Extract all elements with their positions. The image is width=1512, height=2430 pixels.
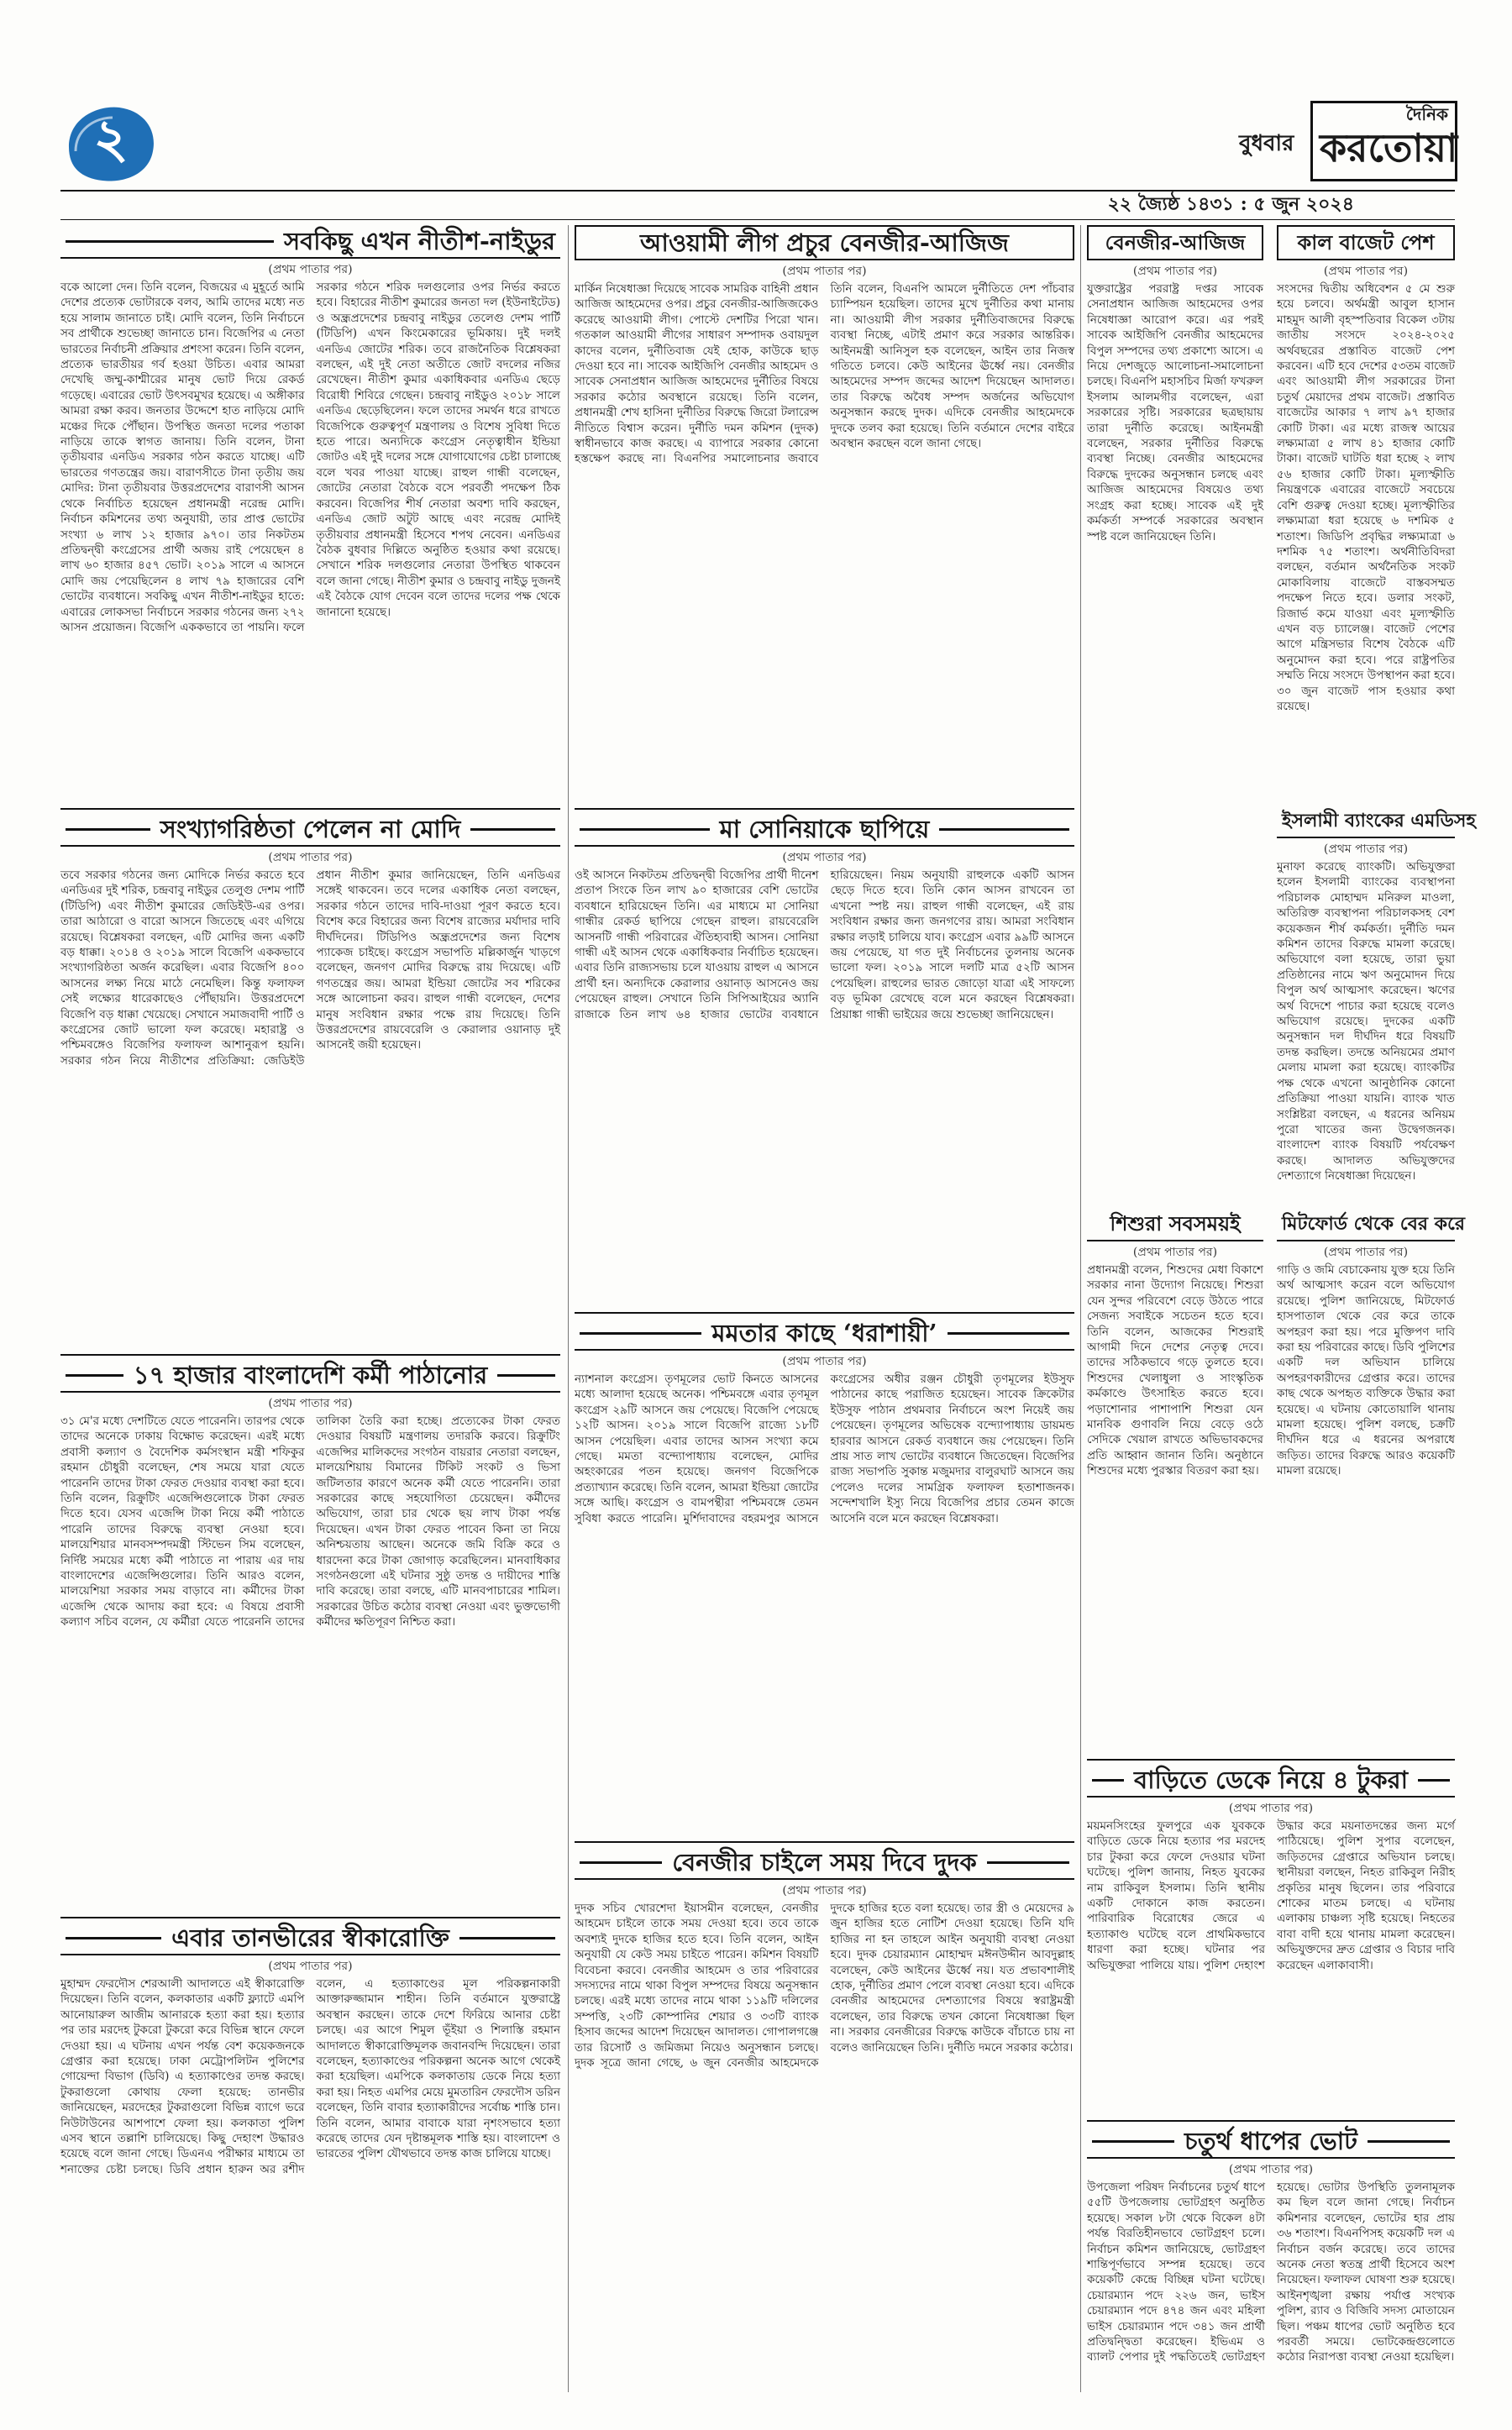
headline-text: ইসলামী ব্যাংকের এমডিসহ <box>1282 810 1476 832</box>
headline <box>575 813 1074 847</box>
section-rule <box>60 808 560 810</box>
headline <box>1277 805 1476 838</box>
article-mamata <box>575 1317 1074 1838</box>
continued-label: (প্রথম পাতার পর) <box>1132 265 1218 278</box>
continued-label: (প্রথম পাতার পর) <box>268 1397 353 1410</box>
weekday: বুধবার <box>1239 131 1294 156</box>
article-tanvir <box>60 1922 560 2392</box>
headline-text: ১৭ হাজার বাংলাদেশি কর্মী পাঠানোর <box>133 1361 488 1389</box>
brand-logo <box>1310 101 1457 181</box>
headline <box>60 813 560 847</box>
headline-text: মিটফোর্ড থেকে বের করে <box>1282 1213 1465 1235</box>
headline-text: চতুর্থ ধাপের ভোট <box>1184 2127 1357 2155</box>
continued-label: (প্রথম পাতার পর) <box>782 1884 867 1897</box>
article-modi <box>60 813 560 1351</box>
section-rule <box>575 1841 1074 1843</box>
page-content <box>60 225 1476 2392</box>
article-budget <box>1277 225 1455 796</box>
article-benazir <box>1087 225 1263 1199</box>
brand-top: দৈনিক <box>1405 104 1448 124</box>
continued-label: (প্রথম পাতার পর) <box>268 1960 353 1973</box>
headline <box>575 225 1074 260</box>
article-workers <box>60 1359 560 1913</box>
headline-text: এবার তানভীরের স্বীকারোক্তি <box>171 1924 449 1952</box>
article-body: তবে সরকার গঠনের জন্য মোদিকে নির্ভর করতে হবে এনডিএর দুই শরিক, চন্দ্রবাবু নাইডুর তেলুগু দেশম পার্টি (টিডিপি) এবং নীতীশ কুমারের জেডিইউ-এর ওপর। তারা আঠারো ও বারো আসনে জিতেছে এবং এগিয়ে রয়েছে। বিশ্লেষকরা বলছেন, এটি মোদির জন্য একটি বড় ধাক্কা। ২০১৪ ও ২০১৯ সালে বিজেপি এককভাবে সংখ্যাগরিষ্ঠতা অর্জন করেছিল। এবার বিজেপি ৪০০ আসনের লক্ষ্য নিয়ে মাঠে নেমেছিল। কিন্তু ফলাফল সেই লক্ষ্যের ধারেকাছেও পৌঁছায়নি। উত্তরপ্রদেশে বিজেপি বড় ধাক্কা খেয়েছে। সেখানে সমাজবাদী পার্টি ও কংগ্রেসের জোট ভালো ফল করেছে। মহারাষ্ট্র ও পশ্চিমবঙ্গেও বিজেপির ফলাফল আশানুরূপ হয়নি। সরকার গঠন নিয়ে নীতীশের প্রতিক্রিয়া: জেডিইউ প্রধান নীতীশ কুমার জানিয়েছেন, তিনি এনডিএর সঙ্গেই থাকবেন। তবে দলের একাধিক নেতা বলছেন, সরকার গঠনে তাদের দাবি-দাওয়া পূরণ করতে হবে। বিশেষ করে বিহারের জন্য বিশেষ রাজ্যের মর্যাদার দাবি দীর্ঘদিনের। টিডিপিও অন্ধ্রপ্রদেশের জন্য বিশেষ প্যাকেজ চাইছে। কংগ্রেস সভাপতি মল্লিকার্জুন খাড়গে বলেছেন, জনগণ মোদির বিরুদ্ধে রায় দিয়েছে। এটি গণতন্ত্রের জয়। আমরা ইন্ডিয়া জোটের সব শরিকের সঙ্গে আলোচনা করব। রাহুল গান্ধী বলেছেন, দেশের মানুষ সংবিধান রক্ষার পক্ষে রায় দিয়েছে। তিনি উত্তরপ্রদেশের রায়বেরেলি ও কেরালার ওয়ানাড় দুই আসনেই জয়ী হয়েছেন। <box>60 869 560 1068</box>
continued-label: (প্রথম পাতার পর) <box>1228 2163 1314 2176</box>
article-body: ময়মনসিংহের ফুলপুরে এক যুবককে বাড়িতে ডেকে নিয়ে হত্যার পর মরদেহ চার টুকরা করে ফেলে দেওয়ার ঘটনা ঘটেছে। পুলিশ জানায়, নিহত যুবকের নাম রাকিবুল ইসলাম। তিনি স্থানীয় একটি দোকানে কাজ করতেন। পারিবারিক বিরোধের জেরে এ হত্যাকাণ্ড ঘটেছে বলে প্রাথমিকভাবে ধারণা করা হচ্ছে। ঘটনার পর অভিযুক্তরা পালিয়ে যায়। পুলিশ দেহাংশ উদ্ধার করে ময়নাতদন্তের জন্য মর্গে পাঠিয়েছে। পুলিশ সুপার বলেছেন, জড়িতদের গ্রেপ্তারে অভিযান চলছে। স্থানীয়রা বলছেন, নিহত রাকিবুল নিরীহ প্রকৃতির মানুষ ছিলেন। তার পরিবারে শোকের মাতম চলছে। এ ঘটনায় এলাকায় চাঞ্চল্য সৃষ্টি হয়েছে। নিহতের বাবা বাদী হয়ে থানায় মামলা করেছেন। অভিযুক্তদের দ্রুত গ্রেপ্তার ও বিচার দাবি করেছেন এলাকাবাসী। <box>1087 1819 1455 1972</box>
article-body: ৩১ মে'র মধ্যে দেশটিতে যেতে পারেননি। তারপর থেকে তাদের অনেকে ঢাকায় বিক্ষোভ করেছেন। এরই মধ্যে প্রবাসী কল্যাণ ও বৈদেশিক কর্মসংস্থান মন্ত্রী শফিকুর রহমান চৌধুরী বলেছেন, শেষ সময়ে যারা যেতে পারেননি তাদের টাকা ফেরত দেওয়ার ব্যবস্থা করা হবে। তিনি বলেন, রিক্রুটিং এজেন্সিগুলোকে টাকা ফেরত দিতে হবে। যেসব এজেন্সি টাকা নিয়ে কর্মী পাঠাতে পারেনি তাদের বিরুদ্ধে ব্যবস্থা নেওয়া হবে। মালয়েশিয়ার মানবসম্পদমন্ত্রী স্টিভেন সিম বলেছেন, নির্দিষ্ট সময়ের মধ্যে কর্মী পাঠাতে না পারায় এর দায় বাংলাদেশের এজেন্সিগুলোর। তিনি আরও বলেন, মালয়েশিয়া সরকার সময় বাড়াবে না। কর্মীদের টাকা এজেন্সি থেকে আদায় করা হবে: এ বিষয়ে প্রবাসী কল্যাণ সচিব বলেন, যে কর্মীরা যেতে পারেননি তাদের তালিকা তৈরি করা হচ্ছে। প্রত্যেকের টাকা ফেরত দেওয়ার বিষয়টি মন্ত্রণালয় তদারকি করবে। রিক্রুটিং এজেন্সির মালিকদের সংগঠন বায়রার নেতারা বলছেন, মালয়েশিয়ায় বিমানের টিকিট সংকট ও ভিসা জটিলতার কারণে অনেক কর্মী যেতে পারেননি। তারা সরকারের কাছে সহযোগিতা চেয়েছেন। কর্মীদের অভিযোগ, তারা চার থেকে ছয় লাখ টাকা পর্যন্ত দিয়েছেন। এখন টাকা ফেরত পাবেন কিনা তা নিয়ে অনিশ্চয়তায় আছেন। অনেকে জমি বিক্রি করে ও ধারদেনা করে টাকা জোগাড় করেছিলেন। মানবাধিকার সংগঠনগুলো এই ঘটনার সুষ্ঠু তদন্ত ও দায়ীদের শাস্তি দাবি করেছে। তারা বলছে, এটি মানবপাচারের শামিল। সরকারের উচিত কঠোর ব্যবস্থা নেওয়া এবং ভুক্তভোগী কর্মীদের ক্ষতিপূরণ নিশ্চিত করা। <box>60 1414 560 1630</box>
headline-text: আওয়ামী লীগ প্রচুর বেনজীর-আজিজ <box>640 228 1009 257</box>
article-awami <box>575 225 1074 805</box>
section-rule <box>60 1354 560 1356</box>
headline-text: বেনজীর-আজিজ <box>1105 230 1246 255</box>
article-body: মার্কিন নিষেধাজ্ঞা দিয়েছে সাবেক সামরিক বাহিনী প্রধান আজিজ আহমেদের ওপর। প্রচুর বেনজীর-আজিজকেও করেছে আওয়ামী লীগ। পোস্টে দেশটির পিরো খান। গতকাল আওয়ামী লীগের সাধারণ সম্পাদক ওবায়দুল কাদের বলেন, দুর্নীতিবাজ যেই হোক, কাউকে ছাড় দেওয়া হবে না। সাবেক আইজিপি বেনজীর আহমেদ ও সাবেক সেনাপ্রধান আজিজ আহমেদের দুর্নীতির বিষয়ে সরকার কঠোর অবস্থানে রয়েছে। তিনি বলেন, প্রধানমন্ত্রী শেখ হাসিনা দুর্নীতির বিরুদ্ধে জিরো টলারেন্স নীতিতে বিশ্বাস করেন। দুর্নীতি দমন কমিশন (দুদক) স্বাধীনভাবে কাজ করছে। এ ব্যাপারে সরকার কোনো হস্তক্ষেপ করছে না। বিএনপির সমালোচনার জবাবে তিনি বলেন, বিএনপি আমলে দুর্নীতিতে দেশ পাঁচবার চ্যাম্পিয়ন হয়েছিল। তাদের মুখে দুর্নীতির কথা মানায় না। আওয়ামী লীগ সরকার দুর্নীতিবাজদের বিরুদ্ধে ব্যবস্থা নিচ্ছে, এটাই প্রমাণ করে সরকার আন্তরিক। আইনমন্ত্রী আনিসুল হক বলেছেন, আইন তার নিজস্ব গতিতে চলবে। কেউ আইনের ঊর্ধ্বে নয়। বেনজীর আহমেদের সম্পদ জব্দের আদেশ দিয়েছেন আদালত। তার বিরুদ্ধে অবৈধ সম্পদ অর্জনের অভিযোগ অনুসন্ধান করছে দুদক। এদিকে বেনজীর আহমেদকে দুদকে তলব করা হয়েছে। তিনি বর্তমানে দেশের বাইরে অবস্থান করছেন বলে জানা গেছে। <box>575 282 1074 466</box>
section-rule <box>1087 2120 1455 2122</box>
headline <box>1087 225 1263 260</box>
headline-text: মা সোনিয়াকে ছাপিয়ে <box>719 815 930 843</box>
article-body: গাড়ি ও জমি বেচাকেনায় যুক্ত হয়ে তিনি অর্থ আত্মসাৎ করেন বলে অভিযোগ রয়েছে। পুলিশ জানিয়েছে, মিটফোর্ড হাসপাতাল থেকে বের করে তাকে অপহরণ করা হয়। পরে মুক্তিপণ দাবি করা হয় পরিবারের কাছে। ডিবি পুলিশের একটি দল অভিযান চালিয়ে অপহরণকারীদের গ্রেপ্তার করে। তাদের কাছ থেকে অপহৃত ব্যক্তিকে উদ্ধার করা হয়েছে। এ ঘটনায় কোতোয়ালি থানায় মামলা হয়েছে। পুলিশ বলছে, চক্রটি দীর্ঘদিন ধরে এ ধরনের অপরাধে জড়িত। তাদের বিরুদ্ধে আরও কয়েকটি মামলা রয়েছে। <box>1277 1263 1455 1478</box>
continued-label: (প্রথম পাতার পর) <box>268 263 353 276</box>
column-divider <box>1080 225 1081 2392</box>
article-sonia <box>575 813 1074 1309</box>
headline <box>1277 1208 1465 1241</box>
article-body: প্রধানমন্ত্রী বলেন, শিশুদের মেধা বিকাশে সরকার নানা উদ্যোগ নিয়েছে। শিশুরা যেন সুন্দর পরিবেশে বেড়ে উঠতে পারে সেজন্য সবাইকে সচেতন হতে হবে। তিনি বলেন, আজকের শিশুরাই আগামী দিনে দেশের নেতৃত্ব দেবে। তাদের সঠিকভাবে গড়ে তুলতে হবে। শিশুদের খেলাধুলা ও সাংস্কৃতিক কর্মকাণ্ডে উৎসাহিত করতে হবে। পড়াশোনার পাশাপাশি শিশুরা যেন মানবিক গুণাবলি নিয়ে বেড়ে ওঠে সেদিকে খেয়াল রাখতে অভিভাবকদের প্রতি আহ্বান জানান তিনি। অনুষ্ঠানে শিশুদের মধ্যে পুরস্কার বিতরণ করা হয়। <box>1087 1263 1263 1478</box>
article-body: ন্যাশনাল কংগ্রেস। তৃণমূলের ভোট কিনতে আসনের মধ্যে আলাদা হয়েছে অনেক। পশ্চিমবঙ্গে এবার তৃণমূল কংগ্রেস ২৯টি আসনে জয় পেয়েছে। বিজেপি পেয়েছে ১২টি আসন। ২০১৯ সালে বিজেপি রাজ্যে ১৮টি আসন পেয়েছিল। এবার তাদের আসন সংখ্যা কমে গেছে। মমতা বন্দ্যোপাধ্যায় বলেছেন, মোদির অহংকারের পতন হয়েছে। জনগণ বিজেপিকে প্রত্যাখ্যান করেছে। তিনি বলেন, আমরা ইন্ডিয়া জোটের সঙ্গে আছি। কংগ্রেস ও বামপন্থীরা পশ্চিমবঙ্গে তেমন সুবিধা করতে পারেনি। মুর্শিদাবাদের বহরমপুর আসনে কংগ্রেসের অধীর রঞ্জন চৌধুরী তৃণমূলের ইউসুফ পাঠানের কাছে পরাজিত হয়েছেন। সাবেক ক্রিকেটার ইউসুফ পাঠান প্রথমবার নির্বাচনে অংশ নিয়েই জয় পেয়েছেন। তৃণমূলের অভিষেক বন্দ্যোপাধ্যায় ডায়মন্ড হারবার আসনে রেকর্ড ব্যবধানে জয় পেয়েছেন। তিনি প্রায় সাত লাখ ভোটের ব্যবধানে জিতেছেন। বিজেপির রাজ্য সভাপতি সুকান্ত মজুমদার বালুরঘাট আসনে জয় পেলেও দলের সামগ্রিক ফলাফল হতাশাজনক। সন্দেশখালি ইস্যু নিয়ে বিজেপির প্রচার তেমন কাজে আসেনি বলে মনে করছেন বিশ্লেষকরা। <box>575 1372 1074 1525</box>
section-rule <box>60 1917 560 1918</box>
headline-text: বেনজীর চাইলে সময় দিবে দুদক <box>672 1848 977 1876</box>
headline-text: শিশুরা সবসময়ই <box>1110 1211 1241 1236</box>
article-nitish <box>60 225 560 805</box>
article-body: দুদক সচিব খোরশেদা ইয়াসমীন বলেছেন, বেনজীর আহমেদ চাইলে তাকে সময় দেওয়া হবে। তবে তাকে অবশ্যই দুদকে হাজির হতে হবে। তিনি বলেন, আইন অনুযায়ী যে কেউ সময় চাইতে পারেন। কমিশন বিষয়টি বিবেচনা করবে। বেনজীর আহমেদ ও তার পরিবারের সদস্যদের নামে থাকা বিপুল সম্পদের বিষয়ে অনুসন্ধান চলছে। এরই মধ্যে তাদের নামে থাকা ১১৯টি দলিলের সম্পত্তি, ২৩টি কোম্পানির শেয়ার ও ৩৩টি ব্যাংক হিসাব জব্দের আদেশ দিয়েছেন আদালত। গোপালগঞ্জে তার রিসোর্ট ও জমিজমা নিয়েও অনুসন্ধান চলছে। দুদক সূত্রে জানা গেছে, ৬ জুন বেনজীর আহমেদকে দুদকে হাজির হতে বলা হয়েছে। তার স্ত্রী ও মেয়েদের ৯ জুন হাজির হতে নোটিশ দেওয়া হয়েছে। তিনি যদি হাজির না হন তাহলে আইন অনুযায়ী ব্যবস্থা নেওয়া হবে। দুদক চেয়ারম্যান মোহাম্মদ মঈনউদ্দীন আবদুল্লাহ বলেছেন, কেউ আইনের ঊর্ধ্বে নয়। যত প্রভাবশালীই হোক, দুর্নীতির প্রমাণ পেলে ব্যবস্থা নেওয়া হবে। এদিকে বেনজীর আহমেদের দেশত্যাগের বিষয়ে স্বরাষ্ট্রমন্ত্রী বলেছেন, তার বিরুদ্ধে তখন কোনো নিষেধাজ্ঞা ছিল না। সরকার বেনজীরের বিরুদ্ধে কাউকে বাঁচাতে চায় না বলেও জানিয়েছেন তিনি। দুর্নীতি দমনে সরকার কঠোর। <box>575 1902 1074 2070</box>
continued-label: (প্রথম পাতার পর) <box>1228 1802 1314 1815</box>
article-duduk <box>575 1846 1074 2392</box>
article-body: উপজেলা পরিষদ নির্বাচনের চতুর্থ ধাপে ৫৫টি উপজেলায় ভোটগ্রহণ অনুষ্ঠিত হয়েছে। সকাল ৮টা থেকে বিকেল ৪টা পর্যন্ত বিরতিহীনভাবে ভোটগ্রহণ চলে। নির্বাচন কমিশন জানিয়েছে, ভোটগ্রহণ শান্তিপূর্ণভাবে সম্পন্ন হয়েছে। তবে কয়েকটি কেন্দ্রে বিচ্ছিন্ন ঘটনা ঘটেছে। চেয়ারম্যান পদে ২২৬ জন, ভাইস চেয়ারম্যান পদে ৪৭৪ জন এবং মহিলা ভাইস চেয়ারম্যান পদে ৩৪১ জন প্রার্থী প্রতিদ্বন্দ্বিতা করেছেন। ইভিএম ও ব্যালট পেপার দুই পদ্ধতিতেই ভোটগ্রহণ হয়েছে। ভোটার উপস্থিতি তুলনামূলক কম ছিল বলে জানা গেছে। নির্বাচন কমিশনার বলেছেন, ভোটের হার প্রায় ৩৬ শতাংশ। বিএনপিসহ কয়েকটি দল এ নির্বাচন বর্জন করেছে। তবে তাদের অনেক নেতা স্বতন্ত্র প্রার্থী হিসেবে অংশ নিয়েছেন। ফলাফল ঘোষণা শুরু হয়েছে। আইনশৃঙ্খলা রক্ষায় পর্যাপ্ত সংখ্যক পুলিশ, র‍্যাব ও বিজিবি সদস্য মোতায়েন ছিল। পঞ্চম ধাপের ভোট অনুষ্ঠিত হবে পরবর্তী সময়ে। ভোটকেন্দ্রগুলোতে কঠোর নিরাপত্তা ব্যবস্থা নেওয়া হয়েছিল। <box>1087 2181 1455 2364</box>
page-number-badge <box>60 101 161 185</box>
headline-text: কাল বাজেট পেশ <box>1297 230 1435 255</box>
section-rule <box>575 808 1074 810</box>
headline <box>1277 225 1455 260</box>
article-body: ওই আসনে নিকটতম প্রতিদ্বন্দ্বী বিজেপির প্রার্থী দীনেশ প্রতাপ সিংকে তিন লাখ ৯০ হাজারের বেশি ভোটের ব্যবধানে হারিয়েছেন তিনি। এর মাধ্যমে মা সোনিয়া গান্ধীর রেকর্ড ছাপিয়ে গেছেন রাহুল। রায়বেরেলি আসনটি গান্ধী পরিবারের ঐতিহ্যবাহী আসন। সোনিয়া গান্ধী এই আসন থেকে একাধিকবার নির্বাচিত হয়েছেন। এবার তিনি রাজ্যসভায় চলে যাওয়ায় রাহুল এ আসনে প্রার্থী হন। অন্যদিকে কেরালার ওয়ানাড় আসনেও জয় পেয়েছেন রাহুল। সেখানে তিনি সিপিআইয়ের অ্যানি রাজাকে তিন লাখ ৬৪ হাজার ভোটের ব্যবধানে হারিয়েছেন। নিয়ম অনুযায়ী রাহুলকে একটি আসন ছেড়ে দিতে হবে। তিনি কোন আসন রাখবেন তা এখনো স্পষ্ট নয়। রাহুল গান্ধী বলেছেন, এই রায় সংবিধান রক্ষার জন্য জনগণের রায়। আমরা সংবিধান রক্ষার লড়াই চালিয়ে যাব। কংগ্রেস এবার ৯৯টি আসনে জয় পেয়েছে, যা গত দুই নির্বাচনের তুলনায় অনেক ভালো ফল। ২০১৯ সালে দলটি মাত্র ৫২টি আসন পেয়েছিল। রাহুলের ভারত জোড়ো যাত্রা এই সাফল্যে বড় ভূমিকা রেখেছে বলে মনে করছেন বিশ্লেষকরা। প্রিয়াঙ্কা গান্ধী ভাইয়ের জয়ে শুভেচ্ছা জানিয়েছেন। <box>575 869 1074 1021</box>
continued-label: (প্রথম পাতার পর) <box>1323 1246 1409 1259</box>
headline <box>1087 1764 1455 1798</box>
continued-label: (প্রথম পাতার পর) <box>1323 265 1409 278</box>
article-body: বকে আলো দেন। তিনি বলেন, বিজয়ের এ মুহূর্তে আমি দেশের প্রত্যেক ভোটারকে বলব, আমি তাদের মধ্যে নত হয়ে সালাম জানাতে চাই। মোদি বলেন, তিনি নির্বাচনে সব প্রার্থীকে শুভেচ্ছা জানাতে চান। বিজেপির এ নেতা ভারতের নির্বাচনী প্রক্রিয়ার প্রশংসা করেন। তিনি বলেন, প্রত্যেক ভারতীয়র গর্ব হওয়া উচিত। এবার আমরা দেখেছি জম্মু-কাশ্মীরের মানুষ ভোট দিয়ে রেকর্ড গড়েছে। এবারের ভোট উৎসবমুখর হয়েছে। এ অঙ্গীকার আমরা রক্ষা করব। জনতার উদ্দেশে হাত নাড়িয়ে মোদি মঞ্চের দিকে পৌঁছান। উপস্থিত জনতা দলের পতাকা নাড়িয়ে তাকে স্বাগত জানায়। তিনি বলেন, টানা তৃতীয়বার এনডিএ সরকার গঠন করতে যাচ্ছে। এটি ভারতের গণতন্ত্রের জয়। বারাণসীতে টানা তৃতীয় জয় মোদির: টানা তৃতীয়বার উত্তরপ্রদেশের বারাণসী আসন থেকে নির্বাচিত হয়েছেন প্রধানমন্ত্রী নরেন্দ্র মোদি। নির্বাচন কমিশনের তথ্য অনুযায়ী, তার প্রাপ্ত ভোটের সংখ্যা ৬ লাখ ১২ হাজার ৯৭০। তার নিকটতম প্রতিদ্বন্দ্বী কংগ্রেসের প্রার্থী অজয় রাই পেয়েছেন ৪ লাখ ৬০ হাজার ৪৫৭ ভোট। ২০১৯ সালে এ আসনে মোদি জয় পেয়েছিলেন ৪ লাখ ৭৯ হাজারের বেশি ভোটের ব্যবধানে। সবকিছু এখন নীতীশ-নাইডুর হাতে: এবারের লোকসভা নির্বাচনে সরকার গঠনের জন্য ২৭২ আসন প্রয়োজন। বিজেপি এককভাবে তা পায়নি। ফলে সরকার গঠনে শরিক দলগুলোর ওপর নির্ভর করতে হবে। বিহারের নীতীশ কুমারের জনতা দল (ইউনাইটেড) ও অন্ধ্রপ্রদেশের চন্দ্রবাবু নাইডুর তেলেগু দেশম পার্টি (টিডিপি) এখন কিংমেকারের ভূমিকায়। দুই দলই এনডিএ জোটের শরিক। তবে রাজনৈতিক বিশ্লেষকরা বলছেন, এই দুই নেতা অতীতে জোট বদলের নজির রেখেছেন। নীতীশ কুমার একাধিকবার এনডিএ ছেড়ে বিরোধী শিবিরে গেছেন। চন্দ্রবাবু নাইডুও ২০১৮ সালে এনডিএ ছেড়েছিলেন। ফলে তাদের সমর্থন ধরে রাখতে বিজেপিকে গুরুত্বপূর্ণ মন্ত্রণালয় ও বিশেষ সুবিধা দিতে হতে পারে। অন্যদিকে কংগ্রেস নেতৃত্বাধীন ইন্ডিয়া জোটও এই দুই দলের সঙ্গে যোগাযোগের চেষ্টা চালাচ্ছে বলে খবর পাওয়া যাচ্ছে। রাহুল গান্ধী বলেছেন, জোটের নেতারা বৈঠকে বসে পরবর্তী পদক্ষেপ ঠিক করবেন। বিজেপির শীর্ষ নেতারা অবশ্য দাবি করছেন, এনডিএ জোট অটুট আছে এবং নরেন্দ্র মোদিই তৃতীয়বার প্রধানমন্ত্রী হিসেবে শপথ নেবেন। এনডিএর বৈঠক বুধবার দিল্লিতে অনুষ্ঠিত হওয়ার কথা রয়েছে। সেখানে শরিক দলগুলোর নেতারা উপস্থিত থাকবেন বলে জানা গেছে। নীতীশ কুমার ও চন্দ্রবাবু নাইডু দুজনই এই বৈঠকে যোগ দেবেন বলে তাদের দলের পক্ষ থেকে জানানো হয়েছে। <box>60 281 561 634</box>
headline <box>1087 1208 1263 1241</box>
issue-date: ২২ জ্যৈষ্ঠ ১৪৩১ : ৫ জুন ২০২৪ <box>1107 193 1354 215</box>
article-islami <box>1277 805 1476 1199</box>
section-rule <box>575 1312 1074 1314</box>
article-shishu <box>1087 1208 1263 1754</box>
continued-label: (প্রথম পাতার পর) <box>1323 842 1409 856</box>
article-mitford <box>1277 1208 1465 1510</box>
continued-label: (প্রথম পাতার পর) <box>782 265 867 278</box>
headline-text: সবকিছু এখন নীতীশ-নাইডুর <box>283 227 555 255</box>
headline <box>1087 2125 1455 2159</box>
headline <box>60 1359 560 1393</box>
headline <box>60 225 560 259</box>
continued-label: (প্রথম পাতার পর) <box>782 1355 867 1368</box>
page-number: ২ <box>93 108 129 171</box>
headline <box>575 1846 1074 1880</box>
article-vote <box>1087 2125 1455 2392</box>
headline-text: বাড়িতে ডেকে নিয়ে ৪ টুকরা <box>1134 1766 1409 1794</box>
headline <box>60 1922 560 1955</box>
date-bar <box>60 190 1455 220</box>
headline <box>575 1317 1074 1351</box>
article-badhti <box>1087 1764 1455 2117</box>
continued-label: (প্রথম পাতার পর) <box>1132 1246 1218 1259</box>
continued-label: (প্রথম পাতার পর) <box>782 851 867 864</box>
masthead <box>0 0 1512 215</box>
column-divider <box>568 225 569 2392</box>
article-body: মুহাম্মদ ফেরদৌস শেরআলী আদালতে এই স্বীকারোক্তি দিয়েছেন। তিনি বলেন, কলকাতার একটি ফ্ল্যাটে এমপি আনোয়ারুল আজীম আনারকে হত্যা করা হয়। হত্যার পর তার মরদেহ টুকরো টুকরো করে বিভিন্ন স্থানে ফেলে দেওয়া হয়। এ ঘটনায় এখন পর্যন্ত বেশ কয়েকজনকে গ্রেপ্তার করা হয়েছে। ঢাকা মেট্রোপলিটন পুলিশের গোয়েন্দা বিভাগ (ডিবি) এ হত্যাকাণ্ডের তদন্ত করছে। টুকরাগুলো কোথায় ফেলা হয়েছে: তানভীর জানিয়েছেন, মরদেহের টুকরাগুলো বিভিন্ন ব্যাগে ভরে নিউটাউনের আশপাশে ফেলা হয়। কলকাতা পুলিশ এসব স্থানে তল্লাশি চালিয়েছে। কিছু দেহাংশ উদ্ধারও হয়েছে বলে জানা গেছে। ডিএনএ পরীক্ষার মাধ্যমে তা শনাক্তের চেষ্টা চলছে। ডিবি প্রধান হারুন অর রশীদ বলেন, এ হত্যাকাণ্ডের মূল পরিকল্পনাকারী আক্তারুজ্জামান শাহীন। তিনি বর্তমানে যুক্তরাষ্ট্রে অবস্থান করছেন। তাকে দেশে ফিরিয়ে আনার চেষ্টা চলছে। এর আগে শিমুল ভূঁইয়া ও শিলাস্তি রহমান আদালতে স্বীকারোক্তিমূলক জবানবন্দি দিয়েছেন। তারা বলেছেন, হত্যাকাণ্ডের পরিকল্পনা অনেক আগে থেকেই করা হয়েছিল। এমপিকে কলকাতায় ডেকে নিয়ে হত্যা করা হয়। নিহত এমপির মেয়ে মুমতারিন ফেরদৌস ডরিন বলেছেন, তিনি বাবার হত্যাকারীদের সর্বোচ্চ শাস্তি চান। তিনি বলেন, আমার বাবাকে যারা নৃশংসভাবে হত্যা করেছে তাদের যেন দৃষ্টান্তমূলক শাস্তি হয়। বাংলাদেশ ও ভারতের পুলিশ যৌথভাবে তদন্ত কাজ চালিয়ে যাচ্ছে। <box>60 1977 560 2176</box>
brand-name: করতোয়া <box>1320 125 1458 171</box>
section-rule <box>1087 1759 1455 1761</box>
article-body: মুনাফা করেছে ব্যাংকটি। অভিযুক্তরা হলেন ইসলামী ব্যাংকের ব্যবস্থাপনা পরিচালক মোহাম্মদ মনিরুল মাওলা, অতিরিক্ত ব্যবস্থাপনা পরিচালকসহ বেশ কয়েকজন শীর্ষ কর্মকর্তা। দুর্নীতি দমন কমিশন তাদের বিরুদ্ধে মামলা করেছে। অভিযোগে বলা হয়েছে, তারা ভুয়া প্রতিষ্ঠানের নামে ঋণ অনুমোদন দিয়ে বিপুল অর্থ আত্মসাৎ করেছেন। ঋণের অর্থ বিদেশে পাচার করা হয়েছে বলেও অভিযোগ রয়েছে। দুদকের একটি অনুসন্ধান দল দীর্ঘদিন ধরে বিষয়টি তদন্ত করছিল। তদন্তে অনিয়মের প্রমাণ মেলায় মামলা করা হয়েছে। ব্যাংকটির পক্ষ থেকে এখনো আনুষ্ঠানিক কোনো প্রতিক্রিয়া পাওয়া যায়নি। ব্যাংক খাত সংশ্লিষ্টরা বলছেন, এ ধরনের অনিয়ম পুরো খাতের জন্য উদ্বেগজনক। বাংলাদেশ ব্যাংক বিষয়টি পর্যবেক্ষণ করছে। আদালত অভিযুক্তদের দেশত্যাগে নিষেধাজ্ঞা দিয়েছেন। <box>1277 860 1455 1184</box>
article-body: যুক্তরাষ্ট্রের পররাষ্ট্র দপ্তর সাবেক সেনাপ্রধান আজিজ আহমেদের ওপর নিষেধাজ্ঞা আরোপ করে। এর পরই সাবেক আইজিপি বেনজীর আহমেদের বিপুল সম্পদের তথ্য প্রকাশ্যে আসে। এ নিয়ে দেশজুড়ে আলোচনা-সমালোচনা চলছে। বিএনপি মহাসচিব মির্জা ফখরুল ইসলাম আলমগীর বলেছেন, এরা সরকারের সৃষ্টি। সরকারের ছত্রছায়ায় তারা দুর্নীতি করেছে। আইনমন্ত্রী বলেছেন, সরকার দুর্নীতির বিরুদ্ধে ব্যবস্থা নিচ্ছে। বেনজীর আহমেদের বিরুদ্ধে দুদকের অনুসন্ধান চলছে এবং আজিজ আহমেদের বিষয়েও তথ্য সংগ্রহ করা হচ্ছে। সাবেক এই দুই কর্মকর্তা সম্পর্কে সরকারের অবস্থান স্পষ্ট বলে জানিয়েছেন তিনি। <box>1087 282 1263 543</box>
headline-text: মমতার কাছে ‘ধরাশায়ী’ <box>711 1319 937 1347</box>
headline-text: সংখ্যাগরিষ্ঠতা পেলেন না মোদি <box>160 815 461 843</box>
continued-label: (প্রথম পাতার পর) <box>268 851 353 864</box>
article-body: সংসদের দ্বিতীয় অধিবেশন ৫ মে শুরু হয়ে চলবে। অর্থমন্ত্রী আবুল হাসান মাহমুদ আলী বৃহস্পতিবার বিকেল ৩টায় জাতীয় সংসদে ২০২৪-২০২৫ অর্থবছরের প্রস্তাবিত বাজেট পেশ করবেন। এটি হবে দেশের ৫৩তম বাজেট এবং আওয়ামী লীগ সরকারের টানা চতুর্থ মেয়াদের প্রথম বাজেট। প্রস্তাবিত বাজেটের আকার ৭ লাখ ৯৭ হাজার কোটি টাকা। এর মধ্যে রাজস্ব আয়ের লক্ষ্যমাত্রা ৫ লাখ ৪১ হাজার কোটি টাকা। বাজেট ঘাটতি ধরা হচ্ছে ২ লাখ ৫৬ হাজার কোটি টাকা। মূল্যস্ফীতি নিয়ন্ত্রণকে এবারের বাজেটে সবচেয়ে বেশি গুরুত্ব দেওয়া হচ্ছে। মূল্যস্ফীতির লক্ষ্যমাত্রা ধরা হয়েছে ৬ দশমিক ৫ শতাংশ। জিডিপি প্রবৃদ্ধির লক্ষ্যমাত্রা ৬ দশমিক ৭৫ শতাংশ। অর্থনীতিবিদরা বলছেন, বর্তমান অর্থনৈতিক সংকট মোকাবিলায় বাজেটে বাস্তবসম্মত পদক্ষেপ নিতে হবে। ডলার সংকট, রিজার্ভ কমে যাওয়া এবং মূল্যস্ফীতি এখন বড় চ্যালেঞ্জ। বাজেট পেশের আগে মন্ত্রিসভার বিশেষ বৈঠকে এটি অনুমোদন করা হবে। পরে রাষ্ট্রপতির সম্মতি নিয়ে সংসদে উপস্থাপন করা হবে। ৩০ জুন বাজেট পাস হওয়ার কথা রয়েছে। <box>1277 282 1455 713</box>
